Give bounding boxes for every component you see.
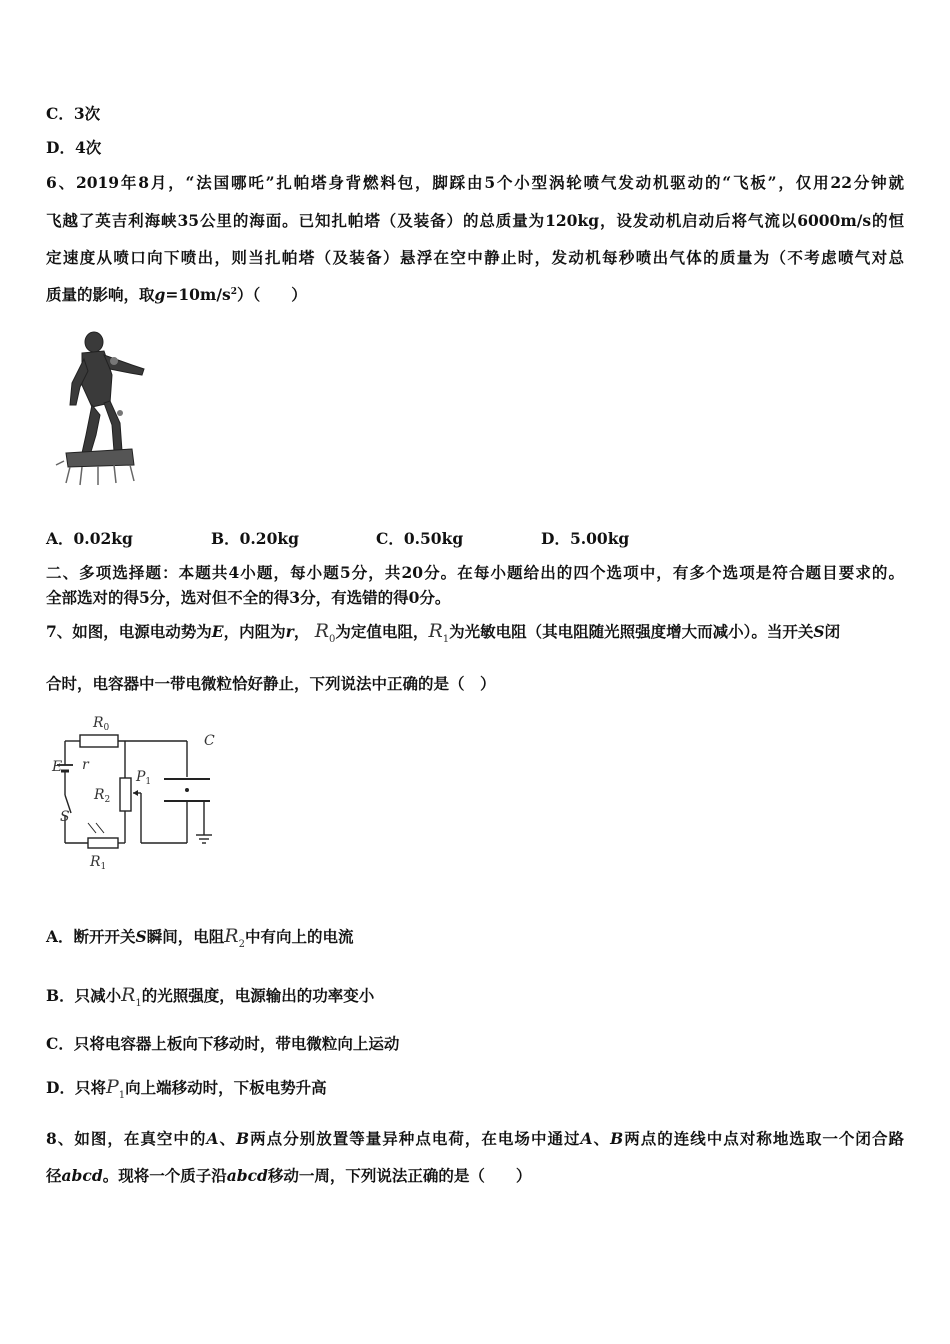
q6-option-d: D．5.00kg (541, 529, 630, 548)
q6-line-2: 飞越了英吉利海峡35公里的海面。已知扎帕塔（及装备）的总质量为120kg，设发动机启动后将气流以6000m/s的恒 (46, 211, 904, 230)
q7-option-b: B．只减小$R_1$的光照强度，电源输出的功率变小 (46, 984, 375, 1009)
resistor-r0 (80, 735, 118, 747)
resistor-r1 (88, 838, 118, 848)
q6-option-b: B．0.20kg (211, 529, 299, 548)
q7-option-c: C．只将电容器上板向下移动时，带电微粒向上运动 (46, 1034, 400, 1053)
option-d-prev: D．4次 (46, 138, 102, 157)
label-s: S (60, 809, 70, 825)
label-p1: $P_1$ (136, 769, 152, 787)
label-r0: $R_0$ (93, 715, 110, 733)
q7-line-2: 合时，电容器中一带电微粒恰好静止，下列说法中正确的是（ ） (46, 674, 496, 693)
q6-option-a: A．0.02kg (46, 529, 133, 548)
option-c-prev: C．3次 (46, 104, 101, 123)
label-r1: $R_1$ (90, 854, 107, 872)
q8-line-1: 8、如图，在真空中的A、B两点分别放置等量异种点电荷，在电场中通过A、B两点的连线中点对称地选取一个闭合路 (46, 1129, 904, 1148)
flyboard-figure (52, 325, 152, 490)
q6-line-3: 定速度从喷口向下喷出，则当扎帕塔（及装备）悬浮在空中静止时，发动机每秒喷出气体的质量为（不考虑喷气对总 (46, 248, 904, 267)
r0-symbol: $R_0$ (314, 620, 336, 645)
q6-line-1: 6、2019年8月，“法国哪吒”扎帕塔身背燃料包，脚踩由5个小型涡轮喷气发动机驱动的“飞板”，仅用22分钟就 (46, 173, 904, 192)
q7-option-a: A．断开开关S瞬间，电阻$R_2$中有向上的电流 (46, 925, 354, 950)
q8-line-2: 径abcd。现将一个质子沿abcd移动一周，下列说法正确的是（ ） (46, 1166, 532, 1185)
section-2-line-2: 全部选对的得5分，选对但不全的得3分，有选错的得0分。 (46, 588, 451, 607)
resistor-r2 (120, 778, 131, 811)
section-2-line-1: 二、多项选择题：本题共4小题，每小题5分，共20分。在每小题给出的四个选项中，有多个选项是符合题目要求的。 (46, 563, 904, 582)
label-e: E (52, 759, 63, 775)
label-r2: $R_2$ (94, 787, 111, 805)
q6-line-4: 质量的影响，取$g=10m/s^2$）（ ） (46, 285, 307, 304)
q7-line-1: 7、如图，电源电动势为E，内阻为r， $R_0$为定值电阻，$R_1$为光敏电阻（其电阻随光照强度增大而减小）。当开关S闭 (46, 620, 841, 645)
q7-option-d: D．只将$P_1$向上端移动时，下板电势升高 (46, 1076, 327, 1101)
circuit-diagram (44, 703, 234, 878)
label-r: r (82, 757, 89, 773)
q6-option-c: C．0.50kg (376, 529, 464, 548)
label-c: C (204, 733, 215, 749)
r1-symbol: $R_1$ (428, 620, 450, 645)
